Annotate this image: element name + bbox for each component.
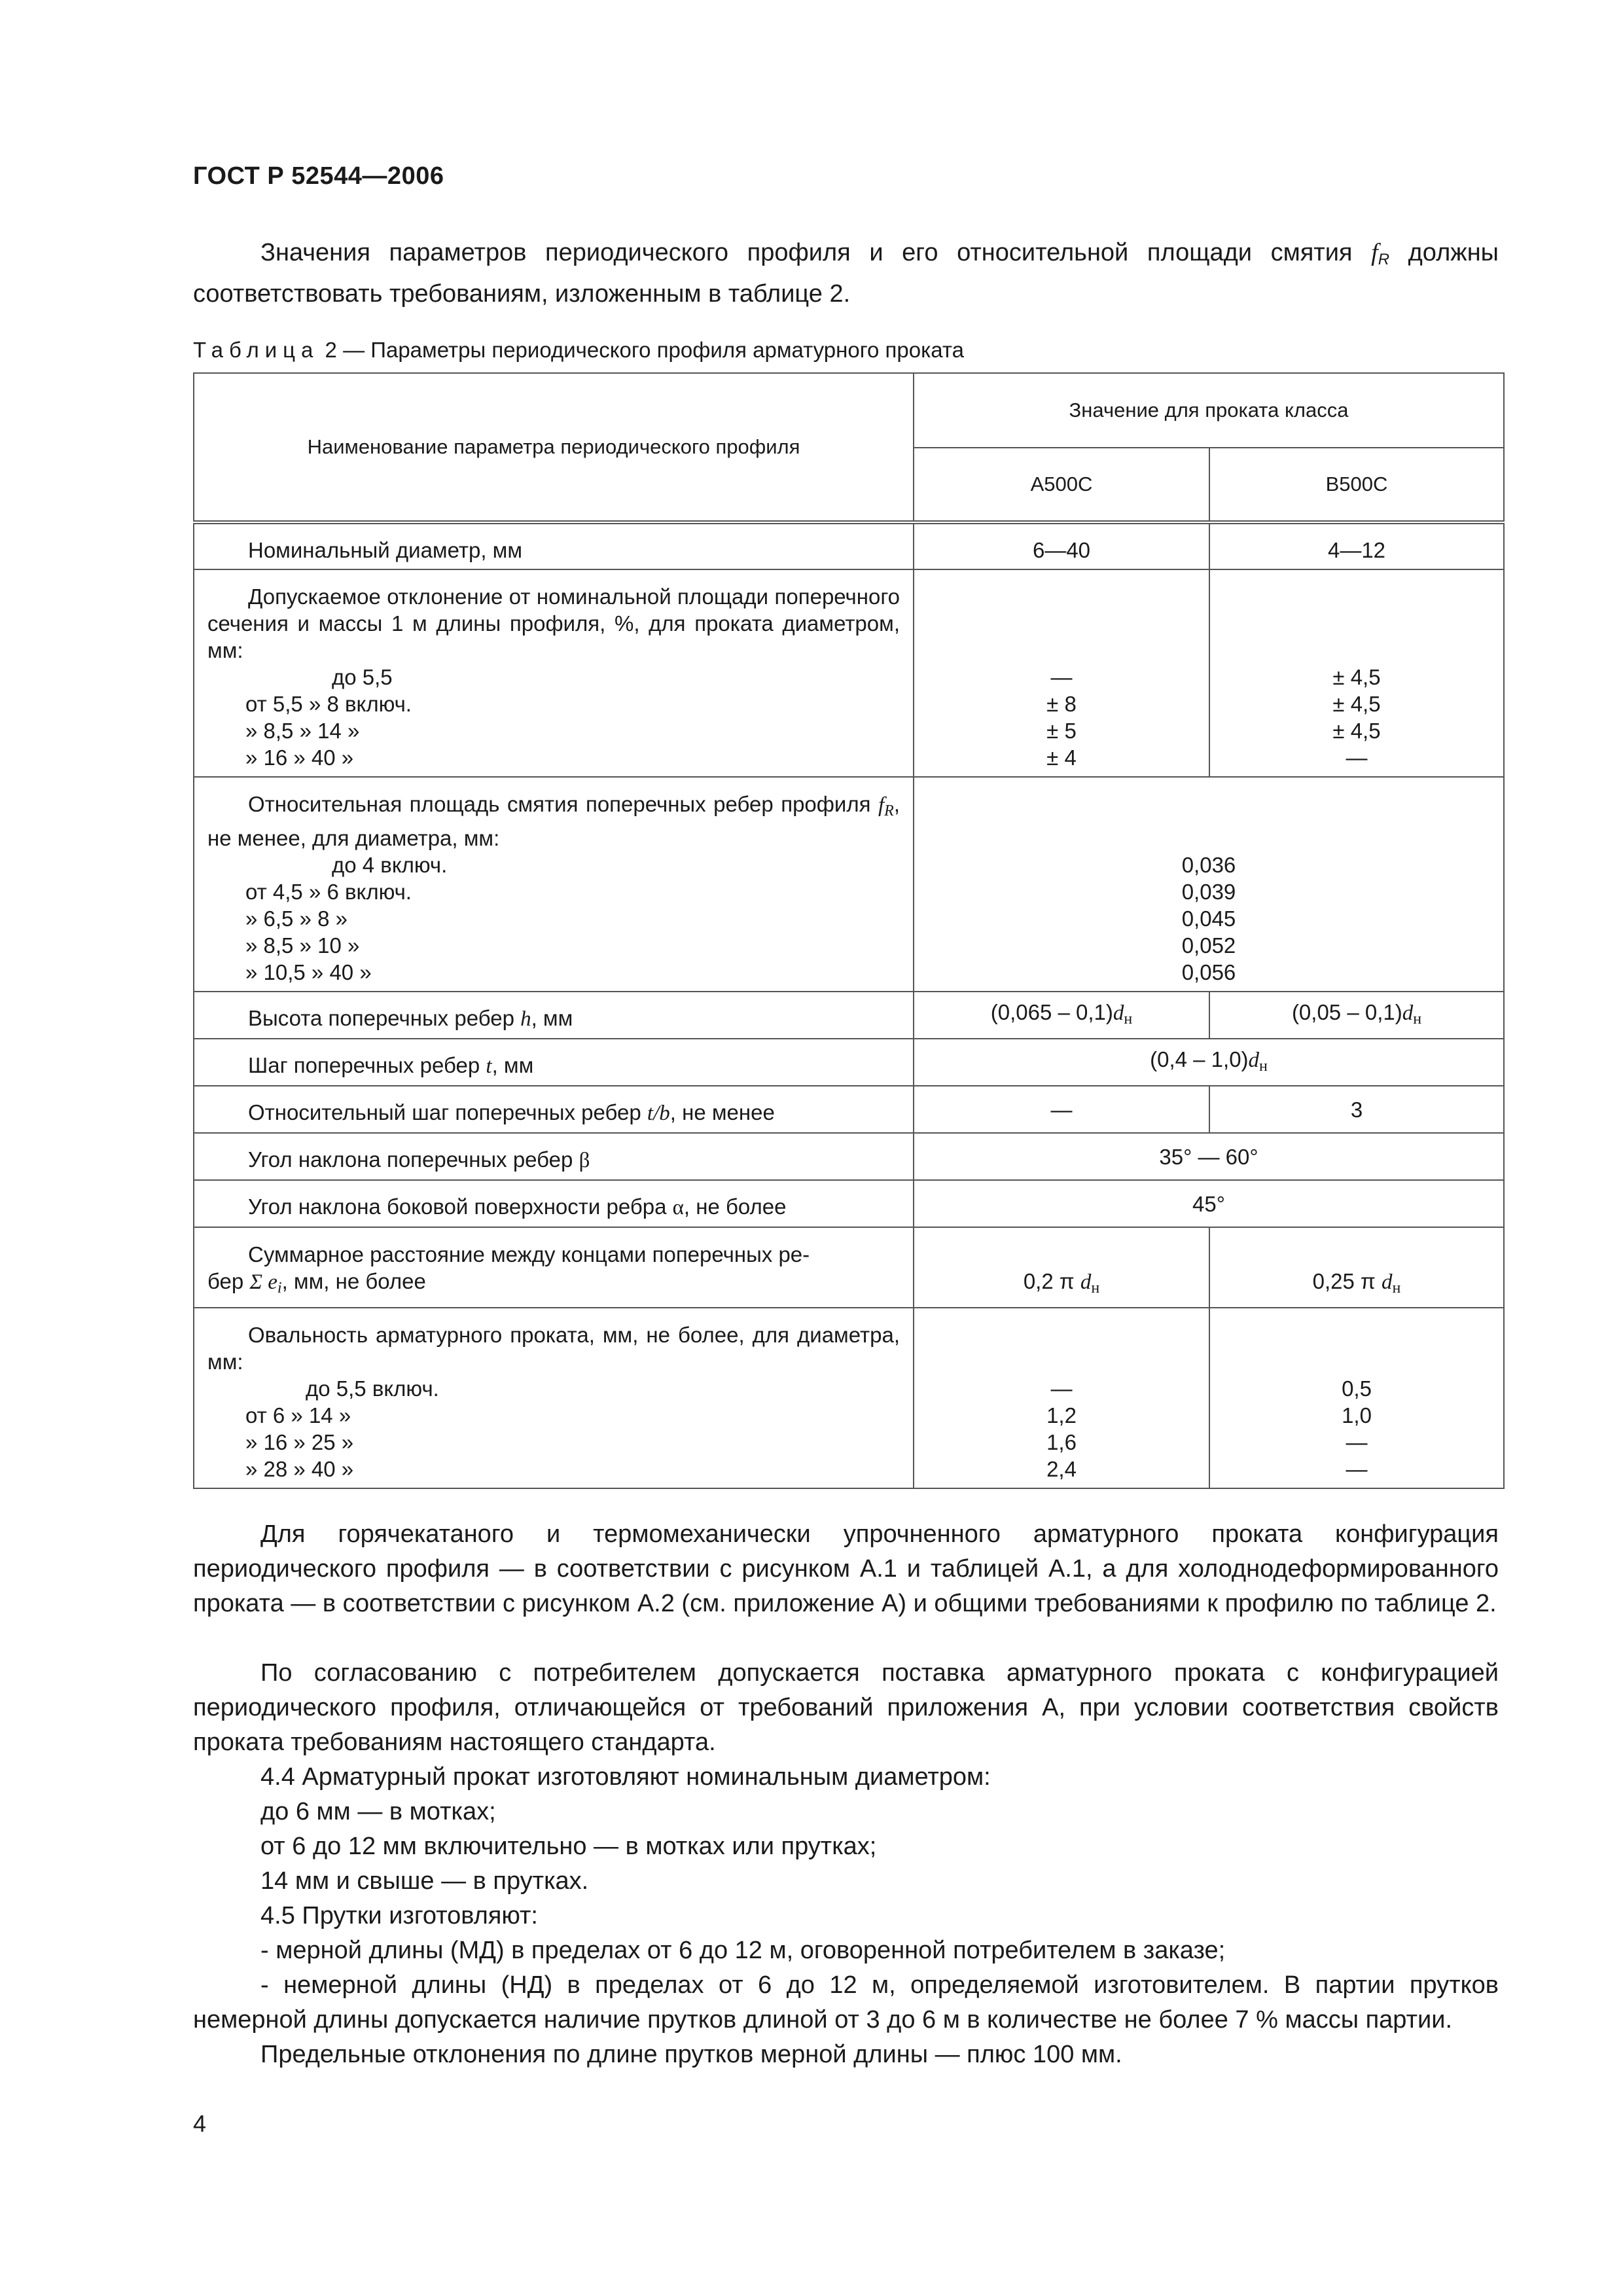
value-diameter-b500c: 4—12 bbox=[1209, 522, 1504, 569]
intro-paragraph bbox=[193, 236, 1499, 312]
value-rel-step-b500c: 3 bbox=[1209, 1086, 1504, 1133]
table-caption bbox=[193, 338, 964, 363]
page-number: 4 bbox=[193, 2110, 207, 2137]
paragraph-tolerance: Предельные отклонения по длине прутков мерной длины — плюс 100 мм. bbox=[260, 2041, 1122, 2068]
col-header-a500c: А500С bbox=[914, 448, 1209, 522]
list-item: - немерной длины (НД) в пределах от 6 до 12 м, определяемой изготовителем. В партии прутков немерной длины допускается наличие прутков длиной от 3 до 6 м в количестве не более 7 % массы партии. bbox=[193, 1971, 1499, 2034]
row-name-angle: Угол наклона поперечных ребер β bbox=[194, 1133, 914, 1180]
table-caption-title: 2 — Параметры периодического профиля арматурного проката bbox=[319, 338, 965, 362]
row-name-height: Высота поперечных ребер h, мм bbox=[194, 992, 914, 1039]
table-row bbox=[194, 1180, 1504, 1227]
table-caption-label: Таблица bbox=[193, 338, 319, 362]
value-sum-b500c: 0,25 π $d_н$ bbox=[1209, 1227, 1504, 1308]
paragraph-4-4: 4.4 Арматурный прокат изготовляют номинальным диаметром: bbox=[260, 1763, 991, 1791]
row-name-deviation: Допускаемое отклонение от номинальной площади поперечного сечения и массы 1 м длины профиля, %, для проката диаметром, мм: до 5,5 от 5,5 » 8 включ. » 8,5 » 14 » » 16 » 40 » bbox=[194, 569, 914, 777]
list-item: - мерной длины (МД) в пределах от 6 до 12 м, оговоренной потребителем в заказе; bbox=[260, 1937, 1226, 1964]
value-angle: 35° — 60° bbox=[914, 1133, 1504, 1180]
value-sum-a500c: 0,2 π $d_н$ bbox=[914, 1227, 1209, 1308]
document-header: ГОСТ Р 52544—2006 bbox=[193, 162, 444, 190]
col-header-group: Значение для проката класса bbox=[914, 373, 1504, 448]
symbol-sub-r: R bbox=[1378, 251, 1390, 268]
row-name-side-angle: Угол наклона боковой поверхности ребра α, не более bbox=[194, 1180, 914, 1227]
table-row bbox=[194, 569, 1504, 777]
col-header-parameter: Наименование параметра периодического профиля bbox=[194, 373, 914, 522]
list-item: от 6 до 12 мм включительно — в мотках или прутках; bbox=[260, 1833, 877, 1860]
table-row bbox=[194, 1086, 1504, 1133]
value-diameter-a500c: 6—40 bbox=[914, 522, 1209, 569]
symbol-f: f bbox=[1371, 239, 1378, 266]
list-item: до 6 мм — в мотках; bbox=[260, 1798, 496, 1825]
parameters-table bbox=[193, 372, 1505, 1489]
row-name-diameter: Номинальный диаметр, мм bbox=[194, 522, 914, 569]
value-area: 0,036 0,039 0,045 0,052 0,056 bbox=[914, 777, 1504, 992]
col-header-b500c: В500С bbox=[1209, 448, 1504, 522]
row-name-rel-step: Относительный шаг поперечных ребер t/b, не менее bbox=[194, 1086, 914, 1133]
paragraph-agreement: По согласованию с потребителем допускается поставка арматурного проката с конфигурацией периодического профиля, отличающейся от требований приложения А, при условии соответствия свойств проката требованиям настоящего стандарта. bbox=[193, 1659, 1499, 1756]
intro-text-before: Значения параметров периодического профиля и его относительной площади смятия bbox=[260, 239, 1372, 266]
table-row bbox=[194, 1133, 1504, 1180]
intro-text-after: должны соответствовать требованиям, изложенным в таблице 2. bbox=[193, 239, 1499, 308]
row-name-sum: Суммарное расстояние между концами поперечных ре- бер Σ $e_i$, мм, не более bbox=[194, 1227, 914, 1308]
value-height-a500c: $(0,065 - 0,1)d_н$ bbox=[914, 992, 1209, 1039]
value-deviation-b500c: ± 4,5 ± 4,5 ± 4,5 — bbox=[1209, 569, 1504, 777]
table-row bbox=[194, 992, 1504, 1039]
value-height-b500c: $(0,05 - 0,1)d_н$ bbox=[1209, 992, 1504, 1039]
paragraph-4-5: 4.5 Прутки изготовляют: bbox=[260, 1902, 538, 1929]
row-name-step: Шаг поперечных ребер t, мм bbox=[194, 1039, 914, 1086]
list-item: 14 мм и свыше — в прутках. bbox=[260, 1867, 589, 1895]
paragraph-profile-config: Для горячекатаного и термомеханически упрочненного арматурного проката конфигурация периодического профиля — в соответствии с рисунком А.1 и таблицей А.1, а для холоднодеформированного проката — в соответствии с рисунком А.2 (см. приложение А) и общими требованиями к профилю по таблице 2. bbox=[193, 1520, 1499, 1617]
value-ovality-b500c: 0,5 1,0 — — bbox=[1209, 1308, 1504, 1488]
row-name-ovality: Овальность арматурного проката, мм, не более, для диаметра, мм: до 5,5 включ. от 6 » 14 » » 16 » 25 » » 28 » 40 » bbox=[194, 1308, 914, 1488]
table-row bbox=[194, 777, 1504, 992]
value-step: $(0,4 - 1,0)d_н$ bbox=[914, 1039, 1504, 1086]
value-rel-step-a500c: — bbox=[914, 1086, 1209, 1133]
row-name-area: Относительная площадь смятия поперечных ребер профиля $f_R$, не менее, для диаметра, мм: до 4 включ. от 4,5 » 6 включ. » 6,5 » 8 » » 8,5 » 10 » » 10,5 » 40 » bbox=[194, 777, 914, 992]
table-row bbox=[194, 522, 1504, 569]
table-row bbox=[194, 1227, 1504, 1308]
table-row bbox=[194, 1039, 1504, 1086]
value-deviation-a500c: — ± 8 ± 5 ± 4 bbox=[914, 569, 1209, 777]
value-ovality-a500c: — 1,2 1,6 2,4 bbox=[914, 1308, 1209, 1488]
table-row bbox=[194, 1308, 1504, 1488]
value-side-angle: 45° bbox=[914, 1180, 1504, 1227]
